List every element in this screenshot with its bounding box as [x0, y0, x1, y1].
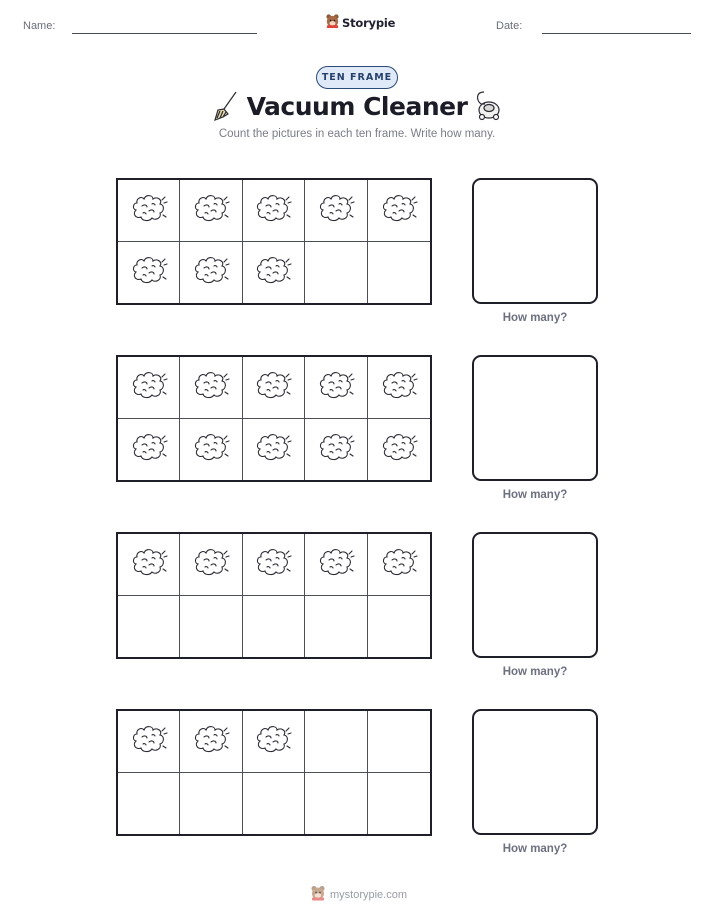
- frame-cell: [368, 773, 430, 835]
- frame-cell: [305, 180, 367, 242]
- frame-cell: [118, 596, 180, 658]
- dust-bunny-icon: [191, 545, 231, 584]
- frame-cell: [180, 534, 242, 596]
- frame-cell: [305, 534, 367, 596]
- frame-cell: [305, 419, 367, 481]
- ten-frame: [116, 532, 432, 659]
- frame-cell: [368, 534, 430, 596]
- how-many-label: How many?: [502, 312, 568, 324]
- frame-cell: [243, 242, 305, 304]
- ten-frame: [116, 178, 432, 305]
- date-line[interactable]: [542, 33, 691, 34]
- frame-cell: [305, 357, 367, 419]
- frame-cell: [118, 242, 180, 304]
- dust-bunny-icon: [316, 545, 356, 584]
- dust-bunny-icon: [191, 368, 231, 407]
- frame-cell: [180, 419, 242, 481]
- answer-box[interactable]: [472, 355, 598, 481]
- dust-bunny-icon: [379, 368, 419, 407]
- frame-cell: [180, 773, 242, 835]
- dust-bunny-icon: [316, 191, 356, 230]
- frame-cell: [118, 711, 180, 773]
- footer-site: mystorypie.com: [330, 889, 408, 901]
- dust-bunny-icon: [253, 545, 293, 584]
- dust-bunny-icon: [316, 430, 356, 469]
- dust-bunny-icon: [253, 253, 293, 292]
- worksheet-instructions: Count the pictures in each ten frame. Write how many.: [218, 128, 496, 140]
- dust-bunny-icon: [379, 430, 419, 469]
- frame-cell: [305, 596, 367, 658]
- dust-bunny-icon: [129, 545, 169, 584]
- name-line[interactable]: [72, 33, 257, 34]
- frame-cell: [118, 419, 180, 481]
- answer-box[interactable]: [472, 709, 598, 835]
- frame-cell: [243, 711, 305, 773]
- frame-cell: [305, 773, 367, 835]
- footer: [310, 884, 407, 906]
- dust-bunny-icon: [129, 722, 169, 761]
- worksheet-title: Vacuum Cleaner: [246, 92, 468, 121]
- frame-cell: [368, 711, 430, 773]
- frame-cell: [368, 419, 430, 481]
- answer-box[interactable]: [472, 532, 598, 658]
- frame-cell: [180, 357, 242, 419]
- dust-bunny-icon: [253, 368, 293, 407]
- frame-cell: [368, 357, 430, 419]
- how-many-label: How many?: [502, 843, 568, 855]
- frame-cell: [368, 242, 430, 304]
- frame-cell: [118, 357, 180, 419]
- ten-frame: [116, 355, 432, 482]
- dust-bunny-icon: [191, 722, 231, 761]
- dust-bunny-icon: [129, 430, 169, 469]
- dust-bunny-icon: [253, 430, 293, 469]
- ten-frame-tag: TEN FRAME: [316, 66, 398, 89]
- dust-bunny-icon: [129, 191, 169, 230]
- frame-cell: [243, 419, 305, 481]
- frame-cell: [118, 180, 180, 242]
- dust-bunny-icon: [191, 430, 231, 469]
- frame-cell: [180, 242, 242, 304]
- dust-bunny-icon: [379, 545, 419, 584]
- date-label: Date:: [496, 20, 523, 32]
- dust-bunny-icon: [316, 368, 356, 407]
- frame-cell: [118, 773, 180, 835]
- frame-cell: [368, 596, 430, 658]
- name-label: Name:: [23, 20, 56, 32]
- frame-cell: [243, 357, 305, 419]
- dust-bunny-icon: [191, 191, 231, 230]
- brand-logo: [325, 13, 395, 33]
- dust-bunny-icon: [129, 368, 169, 407]
- vacuum-cleaner-icon: [472, 90, 502, 127]
- frame-cell: [180, 596, 242, 658]
- frame-cell: [243, 180, 305, 242]
- ten-frame: [116, 709, 432, 836]
- dust-bunny-icon: [379, 191, 419, 230]
- brand-name: Storypie: [342, 16, 396, 30]
- frame-cell: [243, 596, 305, 658]
- storypie-bear-icon: [325, 13, 340, 33]
- how-many-label: How many?: [502, 489, 568, 501]
- frame-cell: [118, 534, 180, 596]
- frame-cell: [243, 534, 305, 596]
- dust-bunny-icon: [129, 253, 169, 292]
- frame-cell: [305, 242, 367, 304]
- frame-cell: [368, 180, 430, 242]
- how-many-label: How many?: [502, 666, 568, 678]
- frame-cell: [243, 773, 305, 835]
- dust-bunny-icon: [253, 191, 293, 230]
- dust-bunny-icon: [191, 253, 231, 292]
- storypie-bear-icon: [310, 884, 326, 906]
- frame-cell: [180, 180, 242, 242]
- answer-box[interactable]: [472, 178, 598, 304]
- frame-cell: [180, 711, 242, 773]
- dust-bunny-icon: [253, 722, 293, 761]
- frame-cell: [305, 711, 367, 773]
